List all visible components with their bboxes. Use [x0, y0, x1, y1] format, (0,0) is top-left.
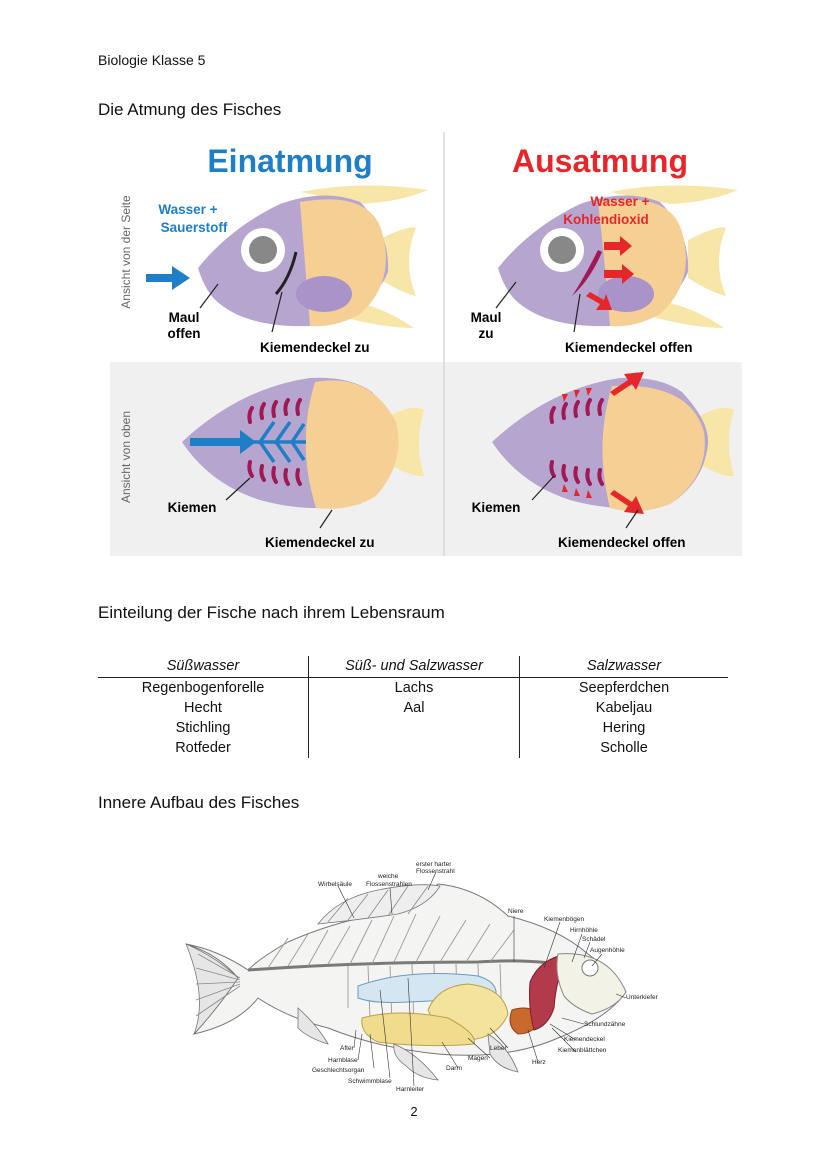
label-herz: Herz [532, 1059, 546, 1066]
table-cell: Seepferdchen [578, 679, 670, 696]
table-cell: Stichling [175, 719, 231, 736]
inhale-title: Einatmung [207, 143, 373, 179]
label-kiemenboegen: Kiemenbögen [544, 916, 585, 923]
label-leber: Leber [490, 1045, 507, 1052]
table-row [98, 718, 728, 738]
label-schwimmblase: Schwimmblase [348, 1078, 392, 1085]
label-weiche-1: weiche [378, 873, 399, 880]
table-cell: Kabeljau [595, 699, 653, 716]
side-view-label: Ansicht von der Seite [119, 195, 133, 309]
operculum-open-label-side: Kiemendeckel offen [565, 340, 693, 355]
table-cell: Scholle [600, 739, 648, 756]
exhale-water-label-2: Kohlendioxid [563, 212, 649, 227]
label-geschlechtsorgan: Geschlechtsorgan [312, 1067, 365, 1074]
label-kiemendeckel: Kiemendeckel [564, 1036, 605, 1043]
table-cell: Rotfeder [175, 739, 231, 756]
table-row [98, 738, 728, 758]
label-niere: Niere [508, 908, 524, 915]
label-wirbelsaeule: Wirbelsäule [318, 881, 352, 888]
table-cell: Aal [309, 698, 520, 718]
mouth-open-label-1: Maul [168, 310, 200, 325]
section-title-habitat: Einteilung der Fische nach ihrem Lebensraum [98, 603, 445, 622]
fish-anatomy-figure [178, 858, 664, 1098]
label-darm: Darm [446, 1065, 462, 1072]
table-header-row [98, 656, 728, 678]
respiration-figure [110, 132, 742, 556]
label-harter-2: Flossenstrahl [416, 868, 455, 875]
label-harter-1: erster harter [416, 861, 452, 868]
exhale-title: Ausatmung [512, 143, 688, 179]
table-cell [309, 738, 520, 758]
habitat-table [98, 656, 728, 758]
inhale-water-label-2: Sauerstoff [160, 220, 228, 235]
table-cell: Hecht [184, 699, 222, 716]
label-hirnhoehle: Hirnhöhle [570, 927, 598, 934]
top-view-label: Ansicht von oben [119, 410, 133, 504]
operculum-closed-label-top: Kiemendeckel zu [265, 535, 375, 550]
column-header-saltwater: Salzwasser [520, 656, 729, 678]
mouth-closed-label-2: zu [478, 326, 494, 341]
label-unterkiefer: Unterkiefer [626, 994, 658, 1001]
section-title-respiration: Die Atmung des Fisches [98, 100, 282, 119]
label-weiche-2: Flossenstrahlen [366, 881, 412, 888]
operculum-closed-label-side: Kiemendeckel zu [260, 340, 370, 355]
page-number: 2 [410, 1104, 418, 1119]
mouth-open-label-2: offen [167, 326, 201, 341]
label-kiemenblaettchen: Kiemenblättchen [558, 1047, 607, 1054]
mouth-closed-label-1: Maul [470, 310, 502, 325]
label-after: After [340, 1045, 354, 1052]
table-cell: Hering [602, 719, 646, 736]
table-row [98, 698, 728, 718]
column-header-brackish: Süß- und Salzwasser [309, 656, 520, 678]
gills-label-exhale: Kiemen [471, 500, 521, 515]
section-title-anatomy: Innere Aufbau des Fisches [98, 793, 300, 812]
table-row [98, 678, 728, 699]
label-augenhoehle: Augenhöhle [590, 947, 625, 954]
inhale-water-label-1: Wasser + [158, 202, 218, 217]
document-header: Biologie Klasse 5 [98, 52, 206, 68]
column-header-freshwater: Süßwasser [98, 656, 309, 678]
gills-label-inhale: Kiemen [167, 500, 217, 515]
operculum-open-label-top: Kiemendeckel offen [558, 535, 686, 550]
label-harnleiter: Harnleiter [396, 1086, 425, 1093]
exhale-water-label-1: Wasser + [590, 194, 650, 209]
table-cell [309, 718, 520, 738]
label-schlundzaehne: Schlundzähne [584, 1021, 626, 1028]
table-cell: Regenbogenforelle [141, 679, 265, 696]
table-cell: Lachs [309, 678, 520, 699]
label-schaedel: Schädel [582, 936, 606, 943]
label-magen: Magen [468, 1055, 488, 1062]
label-harnblase: Harnblase [328, 1057, 358, 1064]
